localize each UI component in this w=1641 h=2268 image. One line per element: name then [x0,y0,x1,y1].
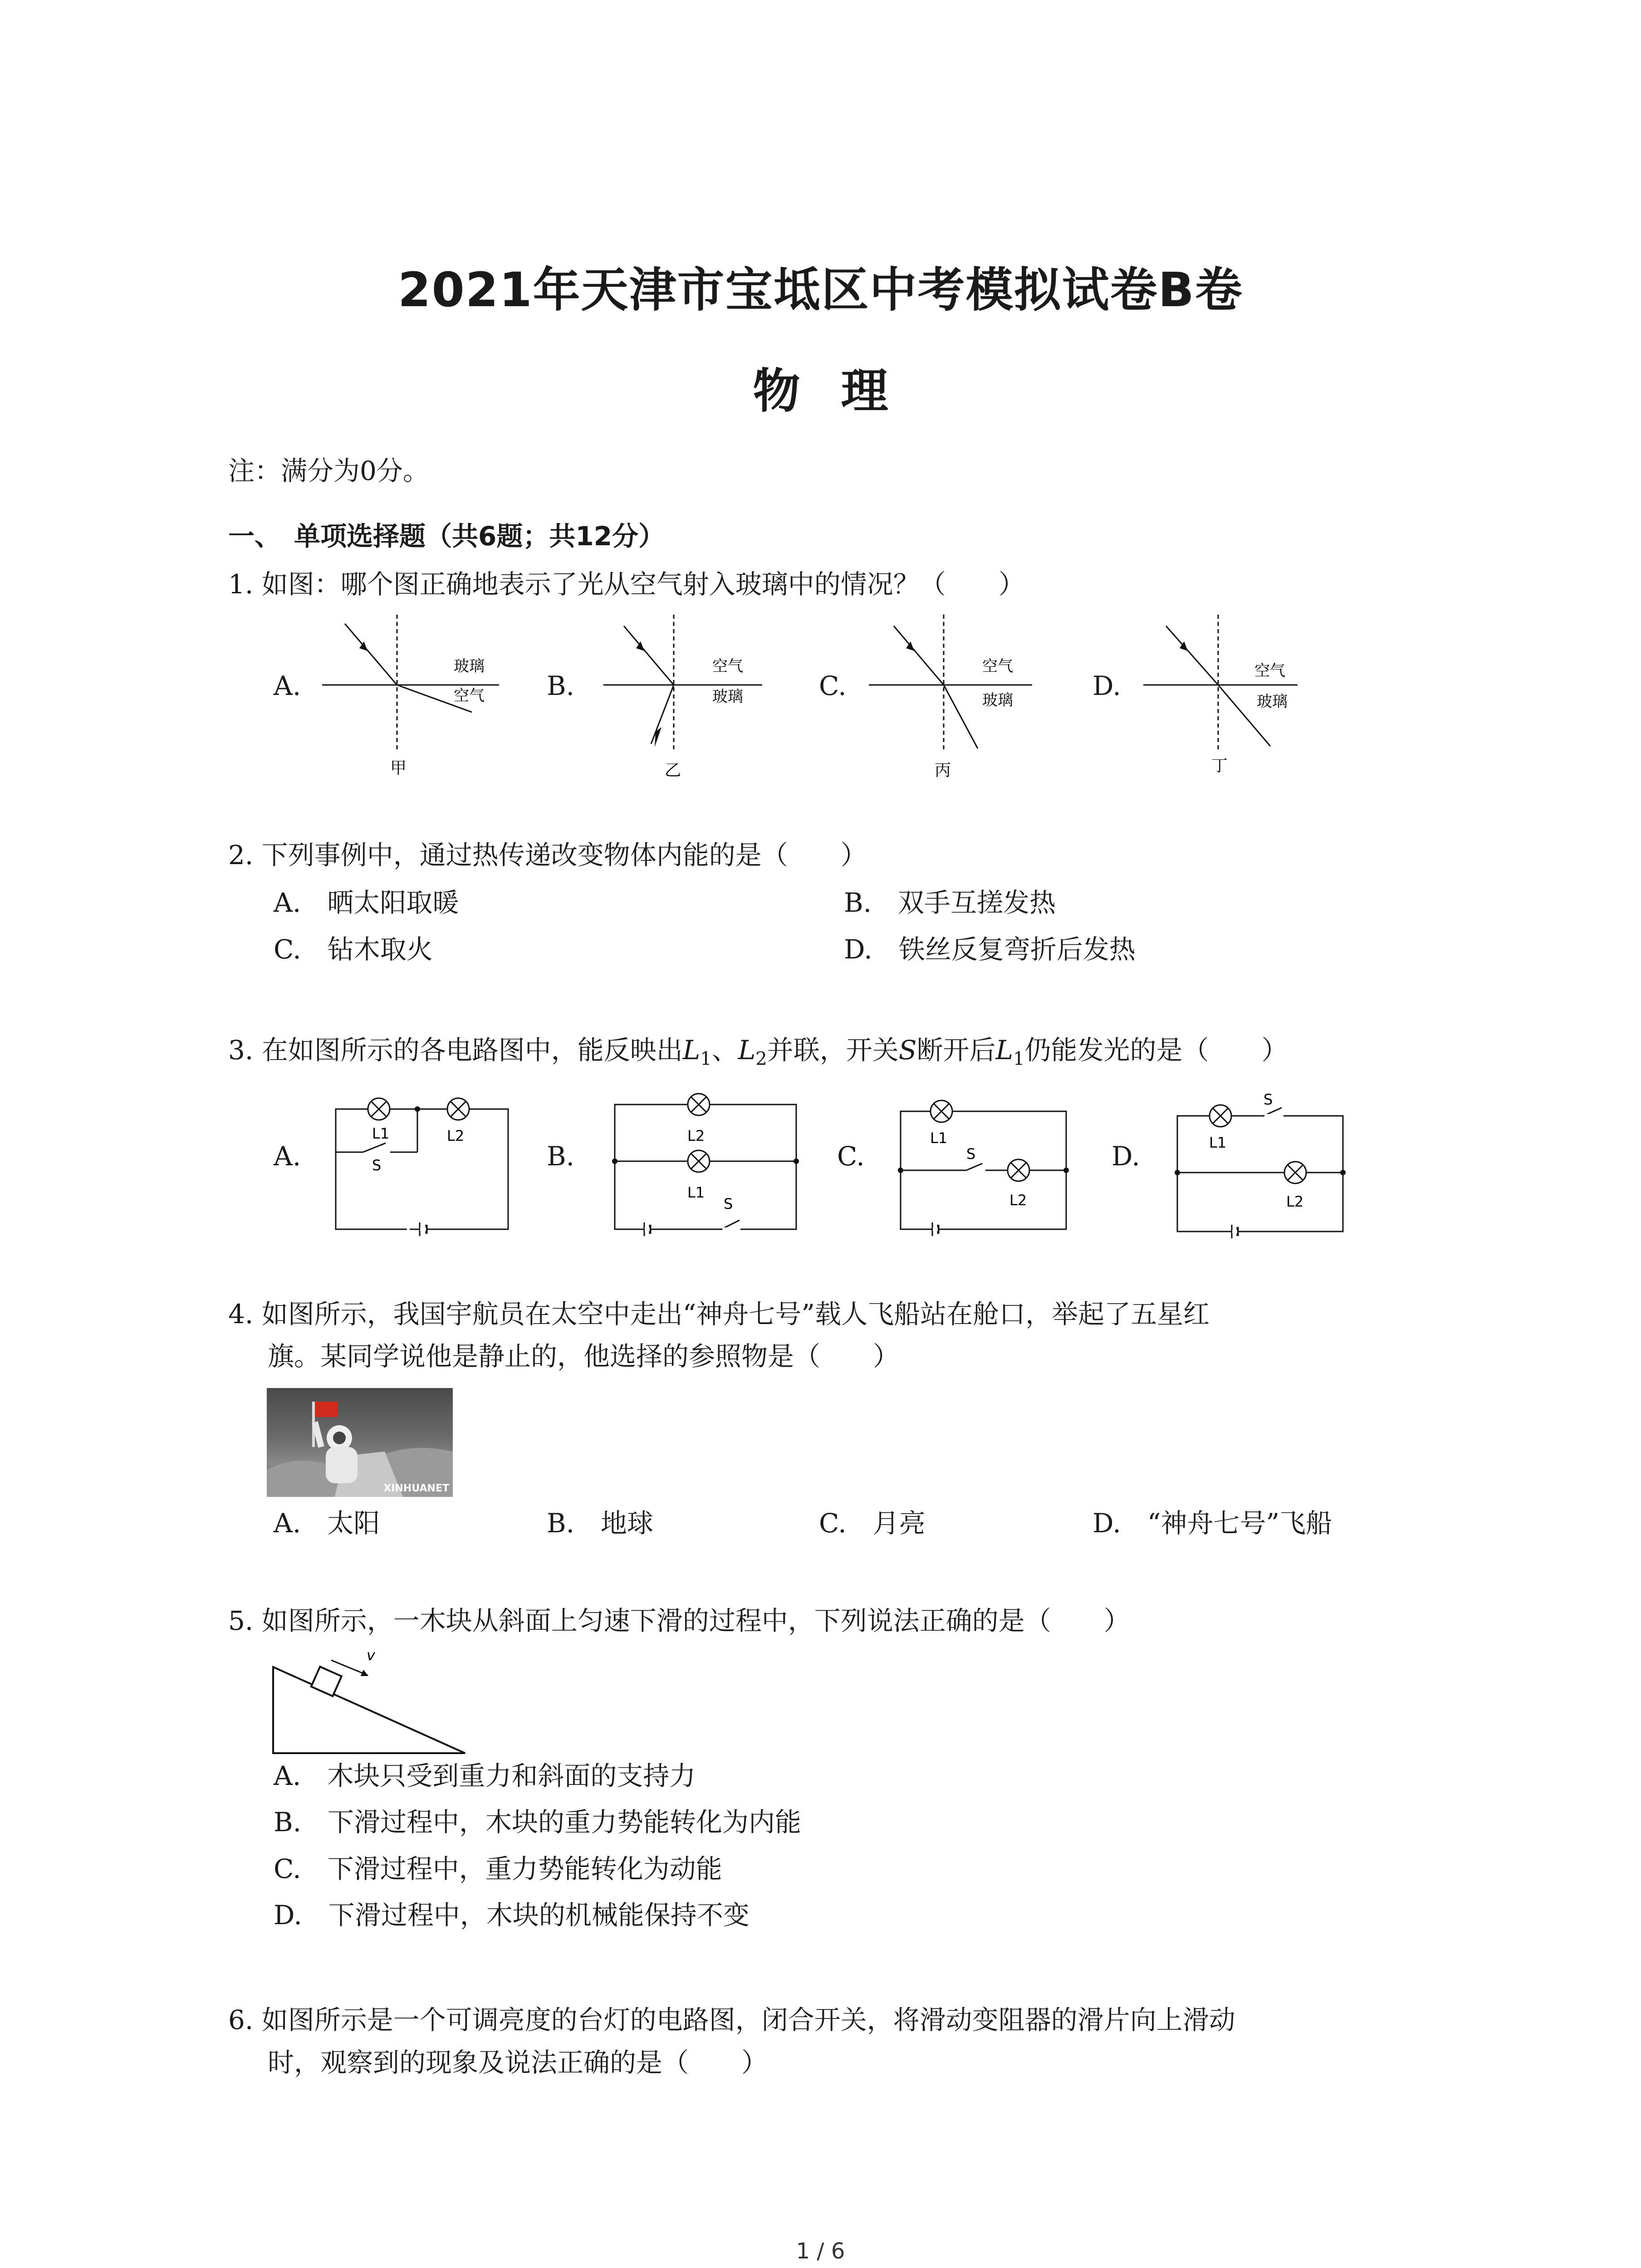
q4-option-a: A. 太阳 [274,1508,380,1539]
q3-a-switch: S [372,1157,382,1174]
q1-option-d-letter: D. [1092,670,1121,701]
q5-option-a: A. 木块只受到重力和斜面的支持力 [274,1760,696,1791]
q3-a-lamp2: L2 [447,1127,465,1144]
q1-d-bottom-label: 玻璃 [1257,693,1288,711]
q3-option-b-letter: B. [547,1141,575,1172]
q1-diagram-d [1139,615,1329,787]
q1-a-top-label: 玻璃 [454,657,485,675]
q1-b-caption: 乙 [665,761,681,780]
q3-b-switch: S [724,1195,733,1212]
q3-option-a-letter: A. [274,1141,301,1172]
q3-c-lamp2: L2 [1009,1192,1027,1209]
q3-circuit-d [1166,1086,1357,1243]
photo-watermark: XINHUANET [383,1483,449,1494]
q4-option-c: C. 月亮 [819,1508,926,1539]
q1-diagram-b [599,615,789,787]
page-number: 1 / 6 [796,2239,845,2264]
q1-c-caption: 丙 [935,761,951,780]
q5-option-c: C. 下滑过程中，重力势能转化为动能 [274,1853,722,1884]
q6-stem-line2: 时，观察到的现象及说法正确的是（ ） [268,2047,768,2078]
q3-circuit-b [603,1086,812,1243]
q1-d-top-label: 空气 [1254,662,1285,680]
q1-a-caption: 甲 [390,759,407,777]
q5-stem: 5. 如图所示，一木块从斜面上匀速下滑的过程中，下列说法正确的是（ ） [228,1605,1130,1636]
q3-option-c-letter: C. [837,1141,865,1172]
q1-b-top-label: 空气 [712,657,743,675]
section-heading: 一、 单项选择题（共6题；共12分） [228,521,665,552]
q4-option-b: B. 地球 [547,1508,654,1539]
q5-velocity-label: v [367,1647,375,1664]
q1-c-bottom-label: 玻璃 [982,691,1013,709]
q1-b-bottom-label: 玻璃 [712,688,743,706]
subject-title: 物理 [753,363,929,419]
q3-b-lamp2: L2 [687,1127,705,1144]
q5-incline-diagram [268,1644,476,1758]
q3-c-switch: S [966,1145,976,1163]
q3-b-lamp1: L1 [687,1184,705,1201]
q5-option-b: B. 下滑过程中，木块的重力势能转化为内能 [274,1807,802,1838]
q3-d-switch: S [1264,1091,1273,1108]
q1-stem: 1. 如图：哪个图正确地表示了光从空气射入玻璃中的情况？（ ） [228,569,1025,600]
q3-circuit-a [318,1089,526,1243]
q2-option-b: B. 双手互搓发热 [844,887,1056,918]
exam-title: 2021年天津市宝坻区中考模拟试卷B卷 [398,262,1243,318]
q3-option-d-letter: D. [1112,1141,1140,1172]
q4-stem-line2: 旗。某同学说他是静止的，他选择的参照物是（ ） [268,1341,900,1372]
q1-a-bottom-label: 空气 [454,687,485,705]
astronaut-photo [267,1388,453,1497]
q1-c-top-label: 空气 [982,657,1013,675]
q1-option-c-letter: C. [819,670,847,701]
q3-stem: 3. 在如图所示的各电路图中，能反映出$L_1$、$L_2$并联，开关S断开后$L_1$仍能发光的是（ ） [228,1035,1288,1070]
note: 注：满分为0分。 [228,455,429,486]
q1-diagram-a [318,615,508,787]
q2-option-a: A. 晒太阳取暖 [274,887,459,918]
q3-circuit-c [889,1086,1080,1243]
q5-option-d: D. 下滑过程中，木块的机械能保持不变 [274,1900,749,1931]
q2-option-d: D. 铁丝反复弯折后发热 [844,934,1136,965]
q3-c-lamp1: L1 [930,1129,948,1147]
q3-d-lamp1: L1 [1209,1134,1227,1151]
q3-d-lamp2: L2 [1286,1193,1304,1210]
q3-a-lamp1: L1 [372,1125,390,1142]
q4-stem-line1: 4. 如图所示，我国宇航员在太空中走出“神舟七号”载人飞船站在舱口，举起了五星红 [228,1299,1210,1330]
q4-option-d: D. “神舟七号”飞船 [1092,1508,1332,1539]
q2-stem: 2. 下列事例中，通过热传递改变物体内能的是（ ） [228,840,867,870]
q6-stem-line1: 6. 如图所示是一个可调亮度的台灯的电路图，闭合开关，将滑动变阻器的滑片向上滑动 [228,2004,1235,2035]
q1-option-a-letter: A. [274,670,301,701]
q2-option-c: C. 钻木取火 [274,934,433,965]
q1-diagram-c [864,615,1055,787]
q1-option-b-letter: B. [547,670,575,701]
q1-d-caption: 丁 [1211,757,1228,775]
